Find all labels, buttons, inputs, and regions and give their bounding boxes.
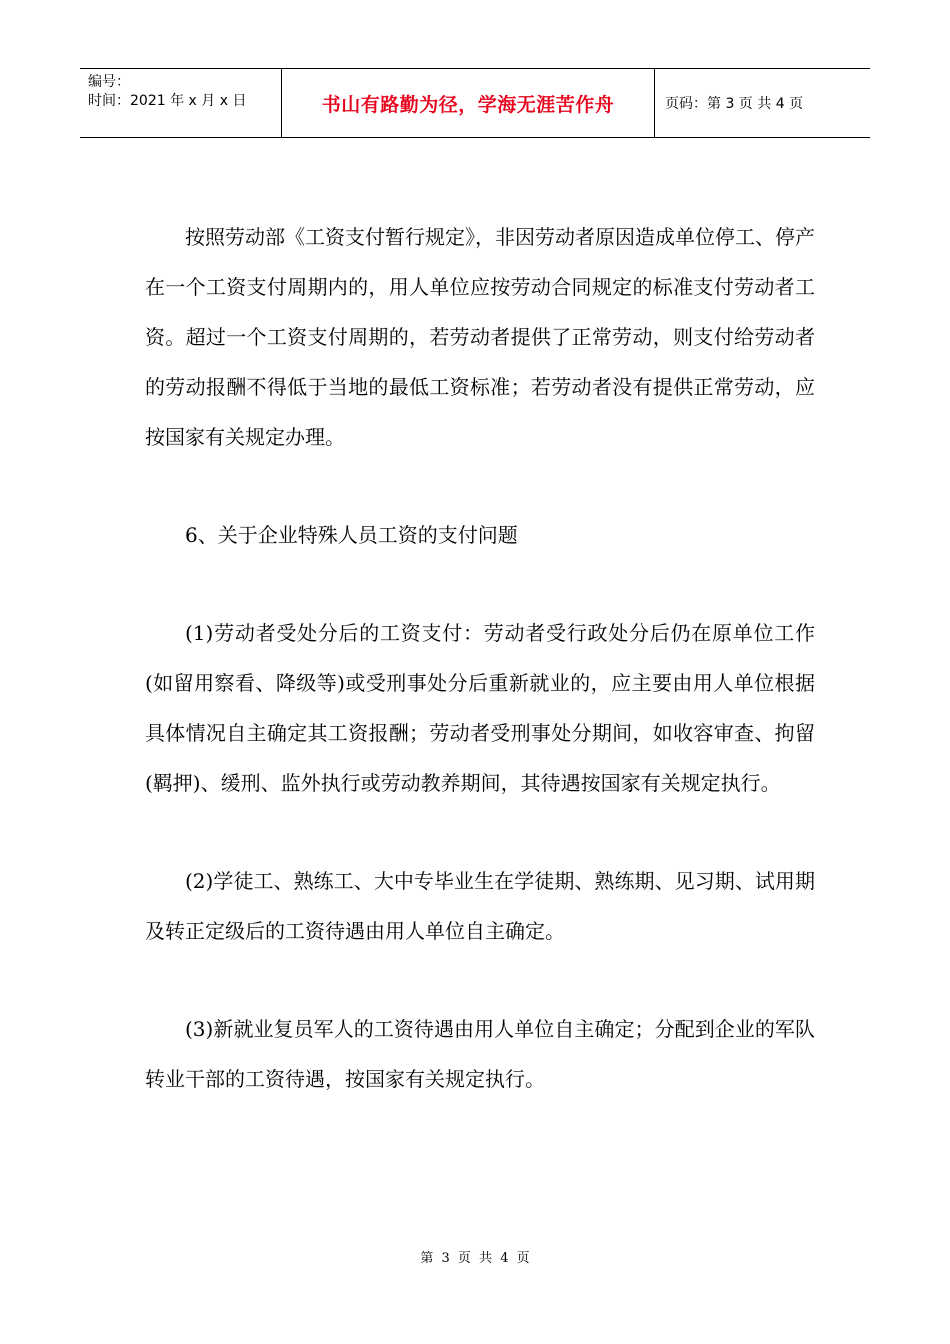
section-heading-special-personnel: 6、关于企业特殊人员工资的支付问题 (185, 523, 518, 547)
paragraph-item-3: (3)新就业复员军人的工资待遇由用人单位自主确定；分配到企业的军队转业干部的工资待遇，按国家有关规定执行。 (145, 1017, 815, 1091)
page-footer (0, 1247, 950, 1266)
header-page-info-cell (655, 69, 870, 137)
paragraph-work-stoppage-wages: 按照劳动部《工资支付暂行规定》，非因劳动者原因造成单位停工、停产在一个工资支付周期内的，用人单位应按劳动合同规定的标准支付劳动者工资。超过一个工资支付周期的，若劳动者提供了正常劳动，则支付给劳动者的劳动报酬不得低于当地的最低工资标准；若劳动者没有提供正常劳动，应按国家有关规定办理。 (145, 225, 815, 449)
document-number-label: 编号： (88, 74, 130, 90)
header-motto: 书山有路勤为径，学海无涯苦作舟 (321, 93, 615, 116)
paragraph-item-1: (1)劳动者受处分后的工资支付：劳动者受行政处分后仍在原单位工作(如留用察看、降级等)或受刑事处分后重新就业的，应主要由用人单位根据具体情况自主确定其工资报酬；劳动者受刑事处分期间，如收容审查、拘留(羁押)、缓刑、监外执行或劳动教养期间，其待遇按国家有关规定执行。 (145, 621, 815, 795)
header-meta (80, 69, 282, 137)
header-motto-cell (282, 69, 655, 137)
document-body (145, 212, 815, 1104)
paragraph-item-2: (2)学徒工、熟练工、大中专毕业生在学徒期、熟练期、见习期、试用期及转正定级后的工资待遇由用人单位自主确定。 (145, 869, 815, 943)
page-header (80, 68, 870, 138)
document-date: 时间：2021 年 x 月 x 日 (88, 93, 247, 109)
footer-page-number: 第 3 页 共 4 页 (420, 1251, 530, 1266)
header-page-info: 页码：第 3 页 共 4 页 (665, 96, 804, 112)
